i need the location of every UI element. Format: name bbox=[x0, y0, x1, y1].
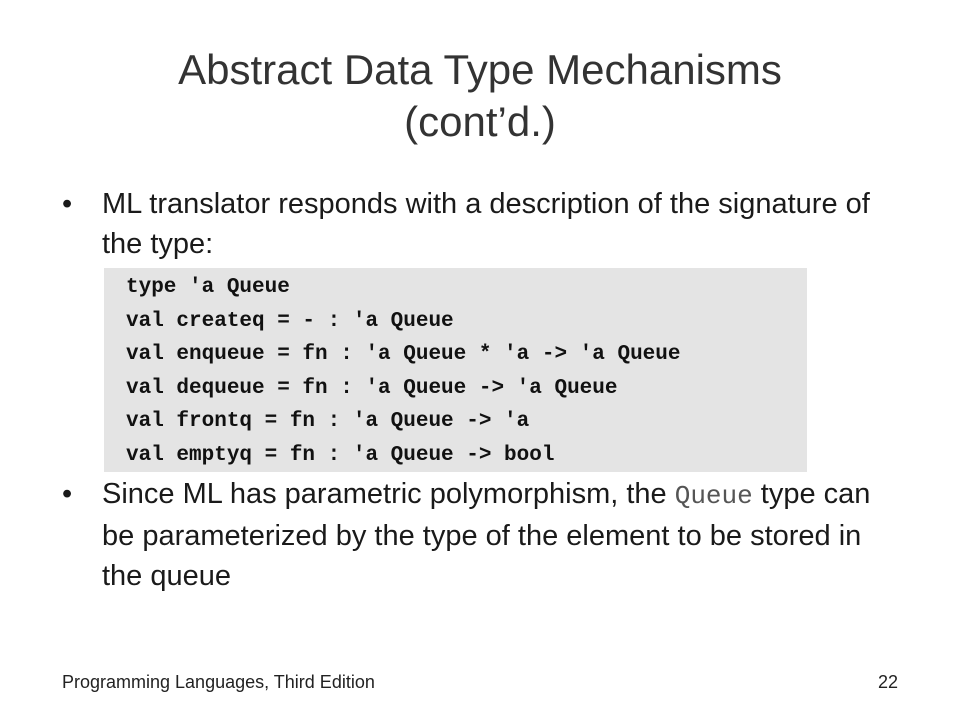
bullet-marker: • bbox=[62, 188, 73, 220]
footer-book-title: Programming Languages, Third Edition bbox=[62, 672, 375, 692]
code-line: val dequeue = fn : 'a Queue -> 'a Queue bbox=[126, 376, 618, 400]
code-line: val enqueue = fn : 'a Queue * 'a -> 'a Queue bbox=[126, 343, 681, 366]
slide-title-line-2: (cont’d.) bbox=[404, 98, 556, 145]
footer-page-number: 22 bbox=[877, 672, 898, 692]
bullet-text-2-after: type can be parameterized by the type of the element to be stored in the queue bbox=[102, 478, 871, 592]
bullet-text-1: ML translator responds with a description of the signature of the type: bbox=[102, 188, 870, 260]
bullet-item-1 bbox=[62, 184, 902, 264]
bullet-text-2-before: Since ML has parametric polymorphism, the bbox=[102, 478, 675, 510]
slide-title-line-1: Abstract Data Type Mechanisms bbox=[178, 46, 782, 93]
bullet-marker: • bbox=[62, 478, 73, 510]
code-block bbox=[104, 268, 807, 472]
code-line: type 'a Queue bbox=[126, 276, 290, 299]
code-line: val frontq = fn : 'a Queue -> 'a bbox=[126, 410, 530, 433]
bullet-item-2 bbox=[62, 474, 902, 596]
bullet-text-2 bbox=[62, 474, 902, 596]
code-line: val emptyq = fn : 'a Queue -> bool bbox=[126, 443, 555, 467]
slide-title bbox=[80, 44, 880, 148]
inline-code-queue: Queue bbox=[674, 481, 753, 511]
code-line: val createq = - : 'a Queue bbox=[126, 309, 454, 333]
